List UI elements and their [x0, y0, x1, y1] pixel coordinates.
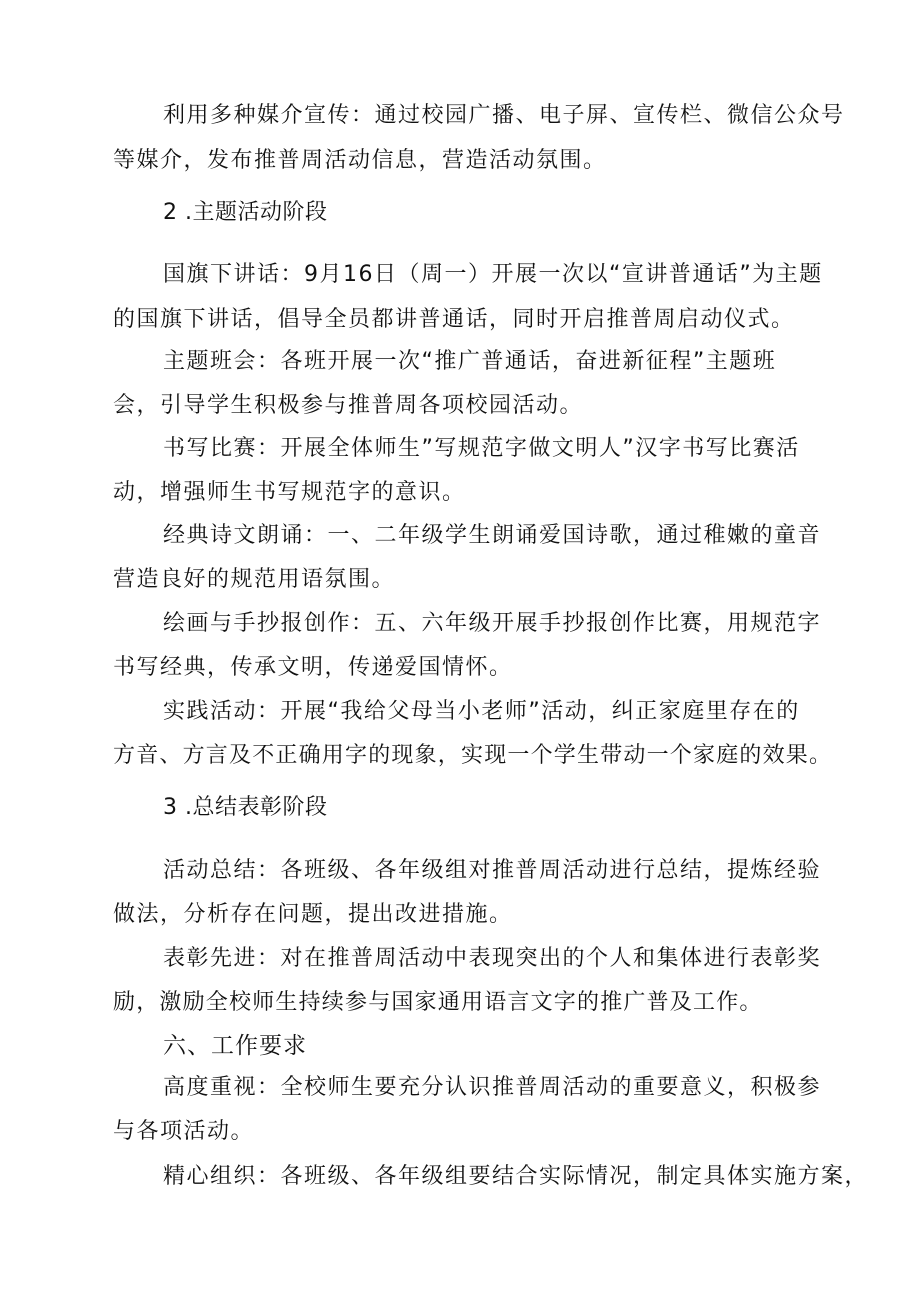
paragraph-line: 绘画与手抄报创作：五、六年级开展手抄报创作比赛，用规范字: [163, 611, 822, 636]
paragraph-line: 动，增强师生书写规范字的意识。: [113, 480, 466, 505]
paragraph-line: 利用多种媒介宣传：通过校园广播、电子屏、宣传栏、微信公众号: [163, 103, 845, 128]
section-title: 六、工作要求: [163, 1033, 307, 1059]
paragraph-line: 书写经典，传承文明，传递爱国情怀。: [113, 655, 513, 680]
paragraph-line: 精心组织：各班级、各年级组要结合实际情况，制定具体实施方案，: [163, 1164, 869, 1189]
paragraph-line: 做法，分析存在问题，提出改进措施。: [113, 902, 513, 927]
paragraph-line: 书写比赛：开展全体师生”写规范字做文明人”汉字书写比赛活: [163, 436, 800, 461]
paragraph-line: 表彰先进：对在推普周活动中表现突出的个人和集体进行表彰奖: [163, 946, 822, 971]
paragraph-line: 会，引导学生积极参与推普周各项校园活动。: [113, 393, 584, 418]
paragraph-line: 实践活动：开展“我给父母当小老师”活动，纠正家庭里存在的: [163, 699, 800, 724]
paragraph-line: 活动总结：各班级、各年级组对推普周活动进行总结，提炼经验: [163, 858, 822, 883]
paragraph-line: 经典诗文朗诵：一、二年级学生朗诵爱国诗歌，通过稚嫩的童音: [163, 523, 822, 548]
section-heading: 2 .主题活动阶段: [163, 200, 328, 225]
paragraph-line: 的国旗下讲话，倡导全员都讲普通话，同时开启推普周启动仪式。: [113, 307, 795, 332]
paragraph-line: 主题班会：各班开展一次“推广普通话，奋进新征程”主题班: [163, 349, 777, 374]
paragraph-line: 国旗下讲话：9月16日（周一）开展一次以“宣讲普通话”为主题: [163, 262, 823, 287]
paragraph-line: 等媒介，发布推普周活动信息，营造活动氛围。: [113, 148, 607, 173]
section-heading: 3 .总结表彰阶段: [163, 795, 328, 820]
paragraph-line: 与各项活动。: [113, 1119, 255, 1144]
paragraph-line: 方音、方言及不正确用字的现象，实现一个学生带动一个家庭的效果。: [113, 743, 833, 768]
paragraph-line: 营造良好的规范用语氛围。: [113, 567, 396, 592]
paragraph-line: 高度重视：全校师生要充分认识推普周活动的重要意义，积极参: [163, 1075, 822, 1100]
paragraph-line: 励，激励全校师生持续参与国家通用语言文字的推广普及工作。: [113, 990, 763, 1015]
